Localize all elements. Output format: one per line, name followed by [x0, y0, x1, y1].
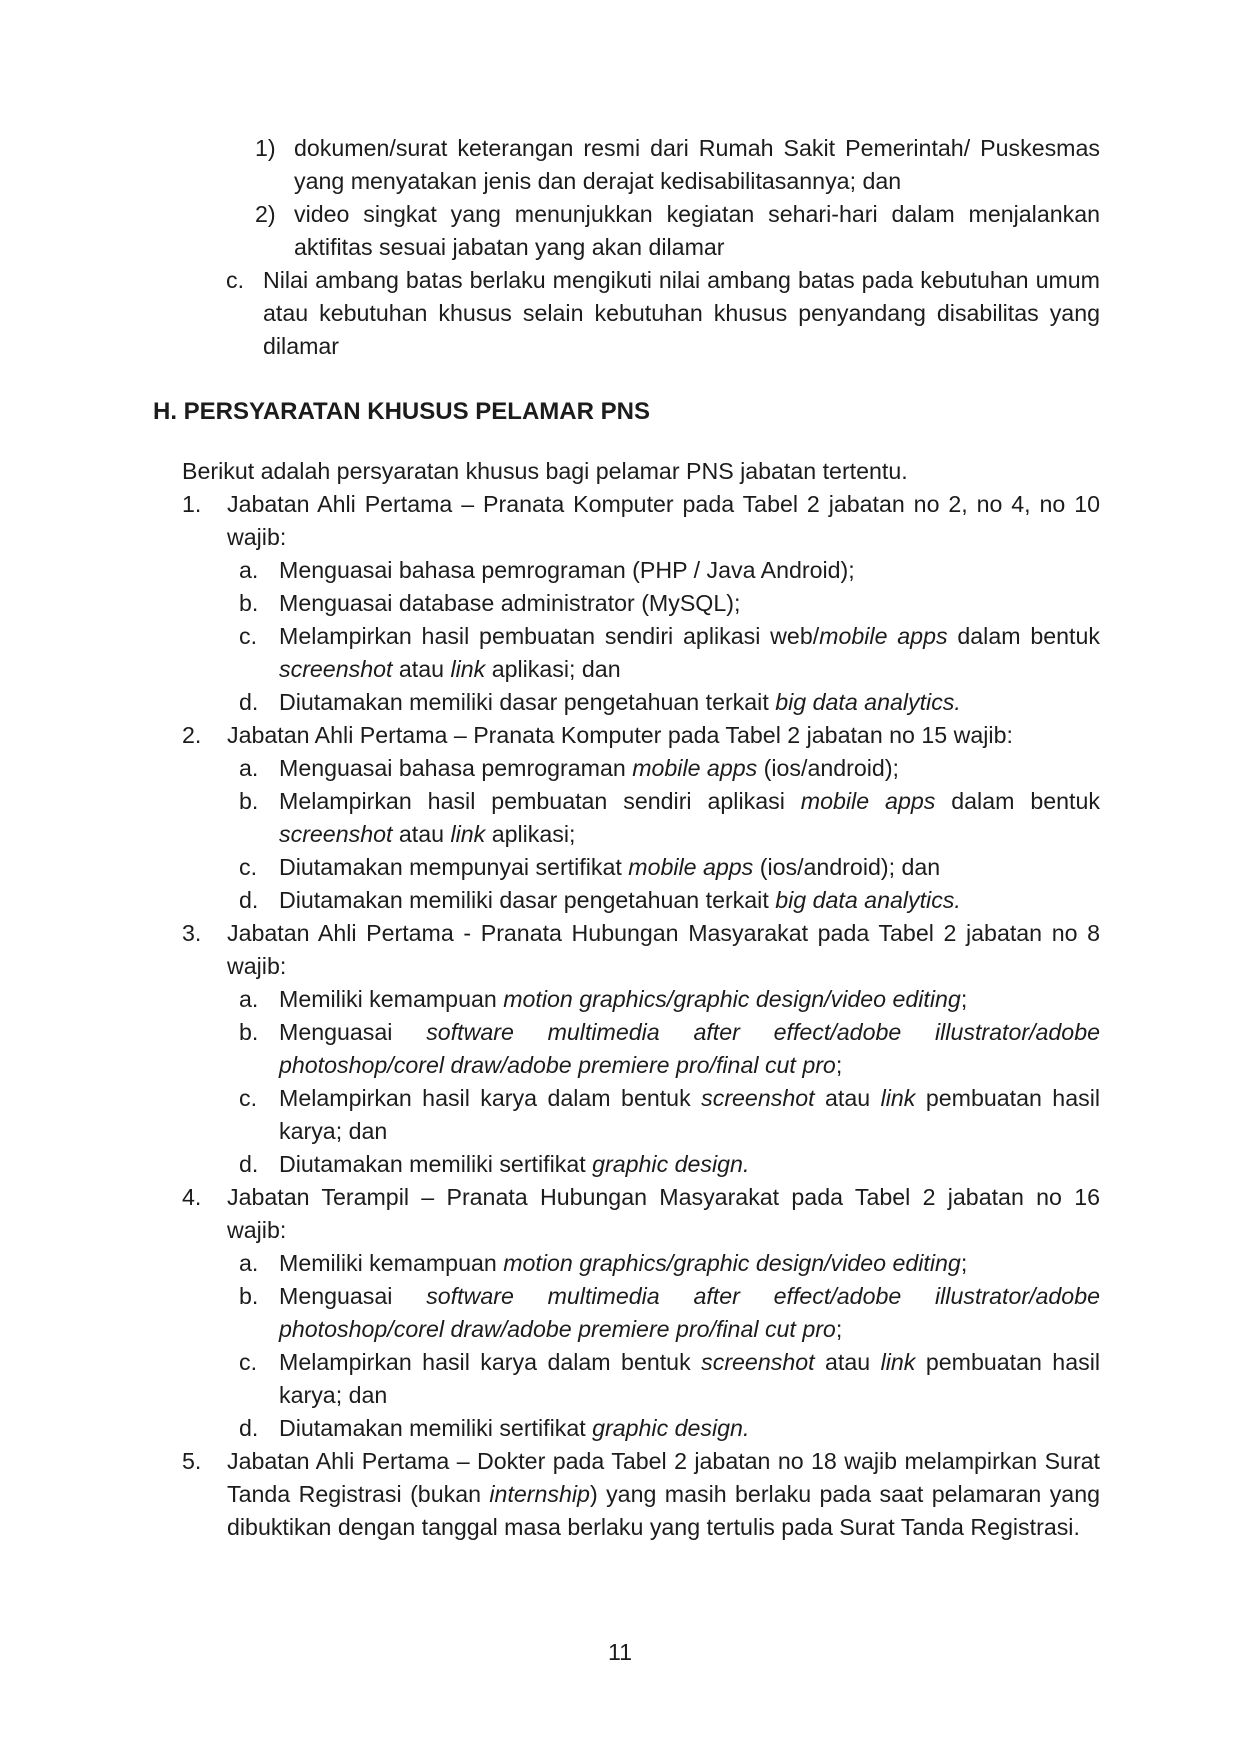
list-item-label: c.: [226, 267, 245, 293]
requirement-item: [182, 488, 1100, 719]
text-run: atau: [814, 1085, 881, 1111]
text-run: Diutamakan memiliki dasar pengetahuan terkait: [279, 689, 776, 715]
italic-term: internship: [489, 1481, 590, 1507]
list-item-label: 1): [255, 135, 276, 161]
italic-term: mobile apps: [628, 854, 754, 880]
text-run: ) yang masih berlaku pada saat pelamaran yang dibuktikan dengan tanggal masa berlaku yang tertulis pada Surat Tanda Registrasi.: [227, 1481, 1100, 1540]
italic-term: screenshot: [279, 821, 393, 847]
text-run: Diutamakan memiliki sertifikat: [279, 1415, 593, 1441]
list-item-text: Nilai ambang batas berlaku mengikuti nilai ambang batas pada kebutuhan umum atau kebutuhan khusus selain kebutuhan khusus penyandang disabilitas yang dilamar: [263, 267, 1100, 359]
requirement-number: 5.: [182, 1448, 202, 1474]
requirement-number: 1.: [182, 491, 202, 517]
requirement-text: [227, 1445, 1100, 1544]
sub-requirement-letter: a.: [239, 557, 259, 583]
sub-requirement-item: [239, 686, 1100, 719]
italic-term: software multimedia after effect/adobe illustrator/adobe photoshop/corel draw/adobe premiere pro/final cut pro: [279, 1019, 1100, 1078]
sub-requirement-letter: b.: [239, 788, 259, 814]
sub-requirement-text: [279, 983, 1100, 1016]
italic-term: link: [880, 1085, 916, 1111]
text-run: ;: [835, 1052, 843, 1078]
text-run: Menguasai bahasa pemrograman (PHP / Java Android);: [279, 557, 855, 583]
list-item-text: dokumen/surat keterangan resmi dari Rumah Sakit Pemerintah/ Puskesmas yang menyatakan jenis dan derajat kedisabilitasannya; dan: [294, 135, 1100, 194]
text-run: dalam bentuk: [947, 623, 1100, 649]
text-run: atau: [392, 821, 451, 847]
italic-term: big data analytics.: [775, 689, 961, 715]
text-run: Menguasai: [279, 1019, 427, 1045]
sub-requirement-item: [239, 1412, 1100, 1445]
text-run: Jabatan Ahli Pertama – Dokter pada Tabel 2 jabatan no 18 wajib melampirkan Surat Tanda Registrasi (bukan: [227, 1448, 1100, 1507]
requirement-number: 4.: [182, 1184, 202, 1210]
text-run: Melampirkan hasil karya dalam bentuk: [279, 1085, 702, 1111]
italic-term: graphic design.: [592, 1151, 750, 1177]
requirement-item: [182, 719, 1100, 917]
sub-requirement-item: [239, 983, 1100, 1016]
requirement-item: [182, 1445, 1100, 1544]
text-run: (ios/android); dan: [753, 854, 941, 880]
sub-requirement-letter: c.: [239, 1349, 258, 1375]
continued-numbered-list: [255, 132, 1100, 264]
text-run: Menguasai: [279, 1283, 427, 1309]
list-item: [255, 132, 1100, 198]
text-run: ;: [960, 986, 968, 1012]
requirement-item: [182, 1181, 1100, 1445]
sub-requirement-text: [279, 1016, 1100, 1082]
sub-requirement-letter: a.: [239, 755, 259, 781]
italic-term: link: [880, 1349, 916, 1375]
italic-term: screenshot: [279, 656, 393, 682]
requirement-item: [182, 917, 1100, 1181]
sub-requirement-text: [279, 1412, 1100, 1445]
sub-requirement-letter: c.: [239, 623, 258, 649]
sub-requirement-letter: b.: [239, 1019, 259, 1045]
list-item-label: 2): [255, 201, 276, 227]
sub-requirement-item: [239, 851, 1100, 884]
text-run: aplikasi;: [485, 821, 576, 847]
sub-requirement-letter: b.: [239, 1283, 259, 1309]
sub-requirement-item: [239, 1016, 1100, 1082]
sub-requirement-letter: c.: [239, 1085, 258, 1111]
sub-requirement-item: [239, 1280, 1100, 1346]
sub-requirement-letter: d.: [239, 887, 259, 913]
requirement-number: 2.: [182, 722, 202, 748]
italic-term: mobile apps: [800, 788, 936, 814]
text-run: aplikasi; dan: [485, 656, 621, 682]
sub-requirement-text: [279, 851, 1100, 884]
sub-requirement-letter: d.: [239, 1151, 259, 1177]
text-run: Melampirkan hasil karya dalam bentuk: [279, 1349, 702, 1375]
requirement-text: Jabatan Terampil – Pranata Hubungan Masyarakat pada Tabel 2 jabatan no 16 wajib:: [227, 1184, 1100, 1243]
italic-term: motion graphics/graphic design/video editing: [503, 986, 961, 1012]
requirement-number: 3.: [182, 920, 202, 946]
sub-requirement-text: [279, 686, 1100, 719]
page-number: 11: [607, 1639, 633, 1665]
italic-term: mobile apps: [632, 755, 758, 781]
requirement-text: Jabatan Ahli Pertama - Pranata Hubungan Masyarakat pada Tabel 2 jabatan no 8 wajib:: [227, 920, 1100, 979]
text-run: Menguasai database administrator (MySQL);: [279, 590, 741, 616]
sub-requirement-item: [239, 554, 1100, 587]
sub-requirement-item: [239, 1247, 1100, 1280]
text-run: Menguasai bahasa pemrograman: [279, 755, 633, 781]
sub-requirement-text: [279, 1082, 1100, 1148]
italic-term: motion graphics/graphic design/video editing: [503, 1250, 961, 1276]
sub-requirement-letter: c.: [239, 854, 258, 880]
sub-requirement-letter: d.: [239, 689, 259, 715]
sub-requirement-letter: a.: [239, 986, 259, 1012]
text-run: Melampirkan hasil pembuatan sendiri aplikasi: [279, 788, 801, 814]
list-item-text: video singkat yang menunjukkan kegiatan sehari-hari dalam menjalankan aktifitas sesuai jabatan yang akan dilamar: [294, 201, 1100, 260]
sub-requirement-letter: b.: [239, 590, 259, 616]
sub-requirement-text: [279, 752, 1100, 785]
text-run: atau: [392, 656, 451, 682]
sub-requirement-text: [279, 1247, 1100, 1280]
text-run: Diutamakan memiliki dasar pengetahuan terkait: [279, 887, 776, 913]
sub-requirement-text: [279, 1346, 1100, 1412]
requirement-text: Jabatan Ahli Pertama – Pranata Komputer pada Tabel 2 jabatan no 2, no 4, no 10 wajib:: [227, 491, 1100, 550]
text-run: atau: [814, 1349, 881, 1375]
sub-requirement-letter: a.: [239, 1250, 259, 1276]
text-run: pembuatan hasil karya; dan: [279, 1085, 1100, 1144]
italic-term: screenshot: [701, 1349, 815, 1375]
italic-term: big data analytics.: [775, 887, 961, 913]
text-run: pembuatan hasil karya; dan: [279, 1349, 1100, 1408]
sub-requirement-letter: d.: [239, 1415, 259, 1441]
sub-requirement-item: [239, 587, 1100, 620]
sub-requirement-text: [279, 785, 1100, 851]
sub-requirement-text: [279, 884, 1100, 917]
list-item: [226, 264, 1100, 363]
sub-requirement-item: [239, 752, 1100, 785]
sub-requirement-item: [239, 1082, 1100, 1148]
sub-requirement-text: [279, 587, 1100, 620]
list-item: [255, 198, 1100, 264]
italic-term: link: [450, 821, 486, 847]
italic-term: screenshot: [701, 1085, 815, 1111]
text-run: ;: [835, 1316, 843, 1342]
text-run: Diutamakan mempunyai sertifikat: [279, 854, 629, 880]
text-run: (ios/android);: [757, 755, 899, 781]
sub-requirement-text: [279, 554, 1100, 587]
text-run: Memiliki kemampuan: [279, 1250, 504, 1276]
section-intro: Berikut adalah persyaratan khusus bagi pelamar PNS jabatan tertentu.: [182, 458, 908, 484]
sub-requirement-item: [239, 785, 1100, 851]
italic-term: mobile apps: [819, 623, 948, 649]
sub-requirement-item: [239, 1346, 1100, 1412]
sub-requirement-item: [239, 620, 1100, 686]
sub-requirement-item: [239, 884, 1100, 917]
sub-requirement-text: [279, 1280, 1100, 1346]
italic-term: software multimedia after effect/adobe illustrator/adobe photoshop/corel draw/adobe premiere pro/final cut pro: [279, 1283, 1100, 1342]
requirement-text: Jabatan Ahli Pertama – Pranata Komputer pada Tabel 2 jabatan no 15 wajib:: [227, 722, 1013, 748]
continued-letter-item: [226, 264, 1100, 363]
sub-requirement-item: [239, 1148, 1100, 1181]
sub-requirement-text: [279, 1148, 1100, 1181]
italic-term: link: [450, 656, 486, 682]
text-run: ;: [960, 1250, 968, 1276]
text-run: Diutamakan memiliki sertifikat: [279, 1151, 593, 1177]
requirements-list: [182, 488, 1100, 1544]
sub-requirement-text: [279, 620, 1100, 686]
text-run: Memiliki kemampuan: [279, 986, 504, 1012]
italic-term: graphic design.: [592, 1415, 750, 1441]
text-run: Melampirkan hasil pembuatan sendiri aplikasi web/: [279, 623, 820, 649]
text-run: dalam bentuk: [935, 788, 1100, 814]
section-heading: H. PERSYARATAN KHUSUS PELAMAR PNS: [153, 398, 650, 425]
